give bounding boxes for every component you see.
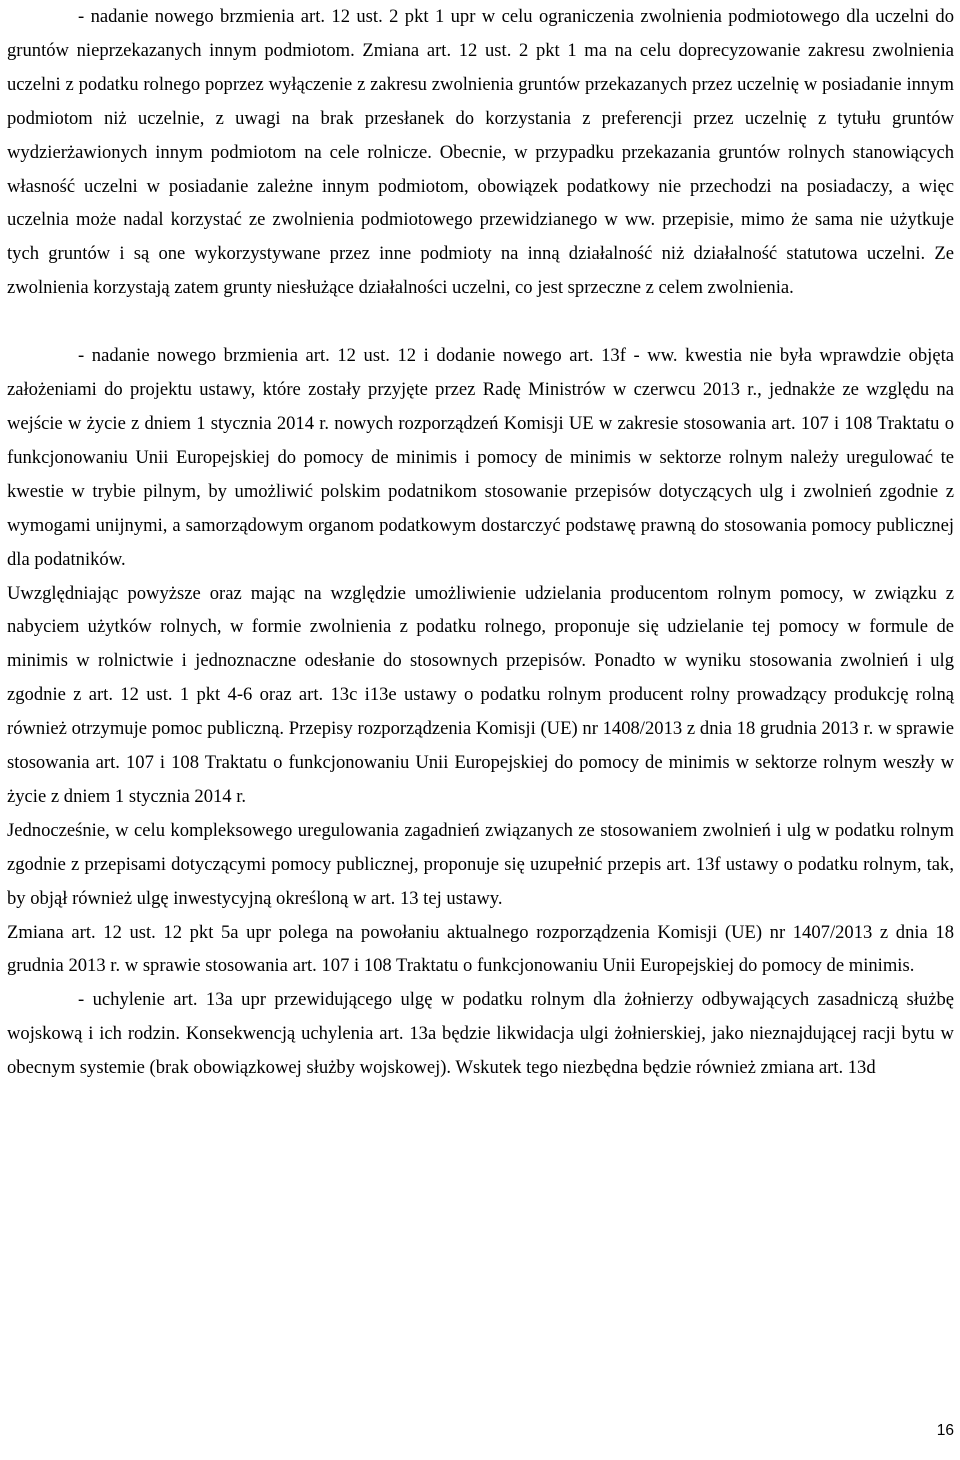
page-number: 16 bbox=[936, 1422, 954, 1439]
document-page bbox=[7, 0, 954, 1085]
paragraph-regulation-reference: Zmiana art. 12 ust. 12 pkt 5a upr polega na powołaniu aktualnego rozporządzenia Komisji (UE) nr 1407/2013 z dnia 18 grudnia 2013 r. w sprawie stosowania art. 107 i 108 Traktatu o funkcjonowaniu Unii Europejskiej do pomocy de minimis. bbox=[7, 921, 954, 977]
paragraph-investment-relief: Jednocześnie, w celu kompleksowego uregulowania zagadnień związanych ze stosowaniem zwolnień i ulg w podatku rolnym zgodnie z przepisami dotyczącymi pomocy publicznej, proponuje się uzupełnić przepis art. 13f ustawy o podatku rolnym, tak, by objął również ulgę inwestycyjną określoną w art. 13 tej ustawy. bbox=[7, 819, 954, 909]
paragraph-spacer bbox=[7, 305, 954, 339]
paragraph-producer-aid: Uwzględniając powyższe oraz mając na względzie umożliwienie udzielania producentom rolnym pomocy, w związku z nabyciem użytków rolnych, w formie zwolnienia z podatku rolnego, proponuje się udzielanie tej pomocy w formule de minimis w rolnictwie i jednoznaczne odesłanie do stosownych przepisów. Ponadto w wyniku stosowania zwolnień i ulg zgodnie z art. 12 ust. 1 pkt 4-6 oraz art. 13c i13e ustawy o podatku rolnym producent rolny prowadzący produkcję rolną również otrzymuje pomoc publiczną. Przepisy rozporządzenia Komisji (UE) nr 1408/2013 z dnia 18 grudnia 2013 r. w sprawie stosowania art. 107 i 108 Traktatu o funkcjonowaniu Unii Europejskiej do pomocy de minimis w sektorze rolnym weszły w życie z dniem 1 stycznia 2014 r. bbox=[7, 582, 954, 807]
paragraph-soldier-relief-repeal: - uchylenie art. 13a upr przewidującego ulgę w podatku rolnym dla żołnierzy odbywających zasadniczą służbę wojskową i ich rodzin. Konsekwencją uchylenia art. 13a będzie likwidacja ulgi żołnierskiej, jako nieznajdującej racji bytu w obecnym systemie (brak obowiązkowej służby wojskowej). Wskutek tego niezbędna będzie również zmiana art. 13d bbox=[7, 989, 954, 1079]
paragraph-university-exemption: - nadanie nowego brzmienia art. 12 ust. 2 pkt 1 upr w celu ograniczenia zwolnienia podmiotowego dla uczelni do gruntów nieprzekazanych innym podmiotom. Zmiana art. 12 ust. 2 pkt 1 ma na celu doprecyzowanie zakresu zwolnienia uczelni z podatku rolnego poprzez wyłączenie z zakresu zwolnienia gruntów przekazanych przez uczelnię w posiadanie innym podmiotom niż uczelnie, z uwagi na brak przesłanek do korzystania z preferencji przez uczelnię z tytułu gruntów wydzierżawionych innym podmiotom na cele rolnicze. Obecnie, w przypadku przekazania gruntów rolnych stanowiących własność uczelni w posiadanie zależne innym podmiotom, obowiązek podatkowy nie przechodzi na posiadaczy, a więc uczelnia może nadal korzystać ze zwolnienia podmiotowego przewidzianego w ww. przepisie, mimo że sama nie użytkuje tych gruntów i są one wykorzystywane przez inne podmioty na inną działalność niż działalność statutowa uczelni. Ze zwolnienia korzystają zatem grunty niesłużące działalności uczelni, co jest sprzeczne z celem zwolnienia. bbox=[7, 6, 954, 299]
paragraph-de-minimis-amendment: - nadanie nowego brzmienia art. 12 ust. 12 i dodanie nowego art. 13f - ww. kwestia nie była wprawdzie objęta założeniami do projektu ustawy, które zostały przyjęte przez Radę Ministrów w czerwcu 2013 r., jednakże ze względu na wejście w życie z dniem 1 stycznia 2014 r. nowych rozporządzeń Komisji UE w zakresie stosowania art. 107 i 108 Traktatu o funkcjonowaniu Unii Europejskiej do pomocy de minimis i pomocy de minimis w sektorze rolnym należy uregulować te kwestie w trybie pilnym, by umożliwić polskim podatnikom stosowanie przepisów dotyczących ulg i zwolnień zgodnie z wymogami unijnymi, a samorządowym organom podatkowym dostarczyć podstawę prawną do stosowania pomocy publicznej dla podatników. bbox=[7, 345, 954, 570]
